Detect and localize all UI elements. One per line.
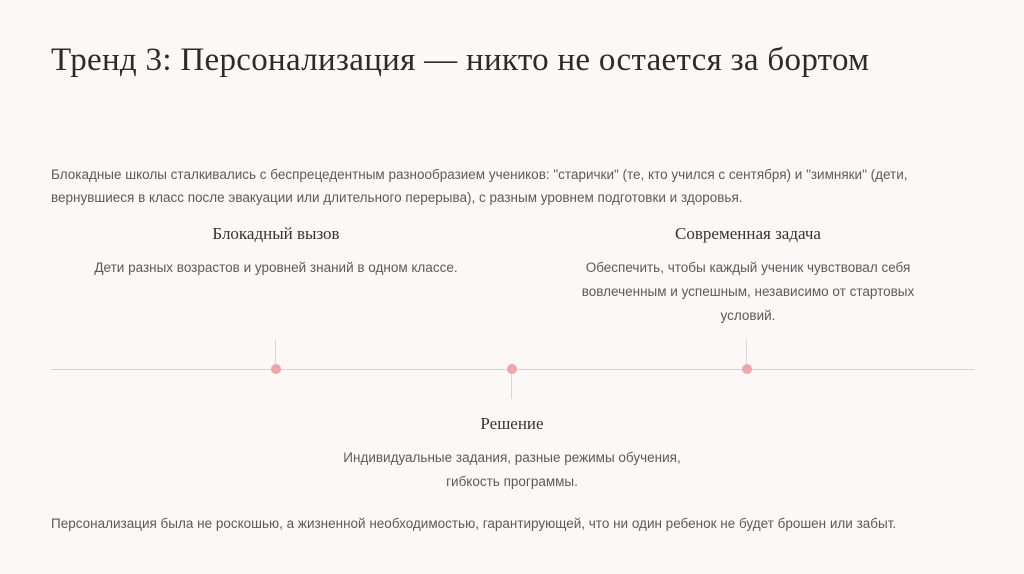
timeline-item-1-title: Блокадный вызов <box>212 224 340 243</box>
timeline-item-2-text <box>292 446 732 494</box>
timeline-item-3-title: Современная задача <box>675 224 821 243</box>
closing-paragraph: Персонализация была не роскошью, а жизненной необходимостью, гарантирующей, что ни один ребенок не будет брошен или забыт. <box>51 516 897 531</box>
timeline-item-2-title: Решение <box>480 414 544 433</box>
timeline-dot-3 <box>742 364 752 374</box>
timeline-item-3-line-2: вовлеченным и успешным, независимо от стартовых <box>581 284 915 299</box>
timeline-item-1-text: Дети разных возрастов и уровней знаний в одном классе. <box>94 260 458 275</box>
timeline-item-2-line-1: Индивидуальные задания, разные режимы обучения, <box>343 450 681 465</box>
timeline-dot-1 <box>271 364 281 374</box>
intro-paragraph: Блокадные школы сталкивались с беспрецедентным разнообразием учеников: "старички" (те, кто учился с сентября) и "зимняки" (дети, вернувшиеся в класс после эвакуации или длительного перерыва), с разным уровнем подготовки и здоровья. <box>51 167 908 205</box>
timeline-item-3-line-3: условий. <box>720 308 776 323</box>
slide-title: Тренд 3: Персонализация — никто не остается за бортом <box>51 42 870 78</box>
timeline-item-3-text <box>528 256 968 328</box>
timeline-dot-2 <box>507 364 517 374</box>
timeline-item-3-line-1: Обеспечить, чтобы каждый ученик чувствовал себя <box>585 260 911 275</box>
timeline-item-2-line-2: гибкость программы. <box>446 474 578 489</box>
